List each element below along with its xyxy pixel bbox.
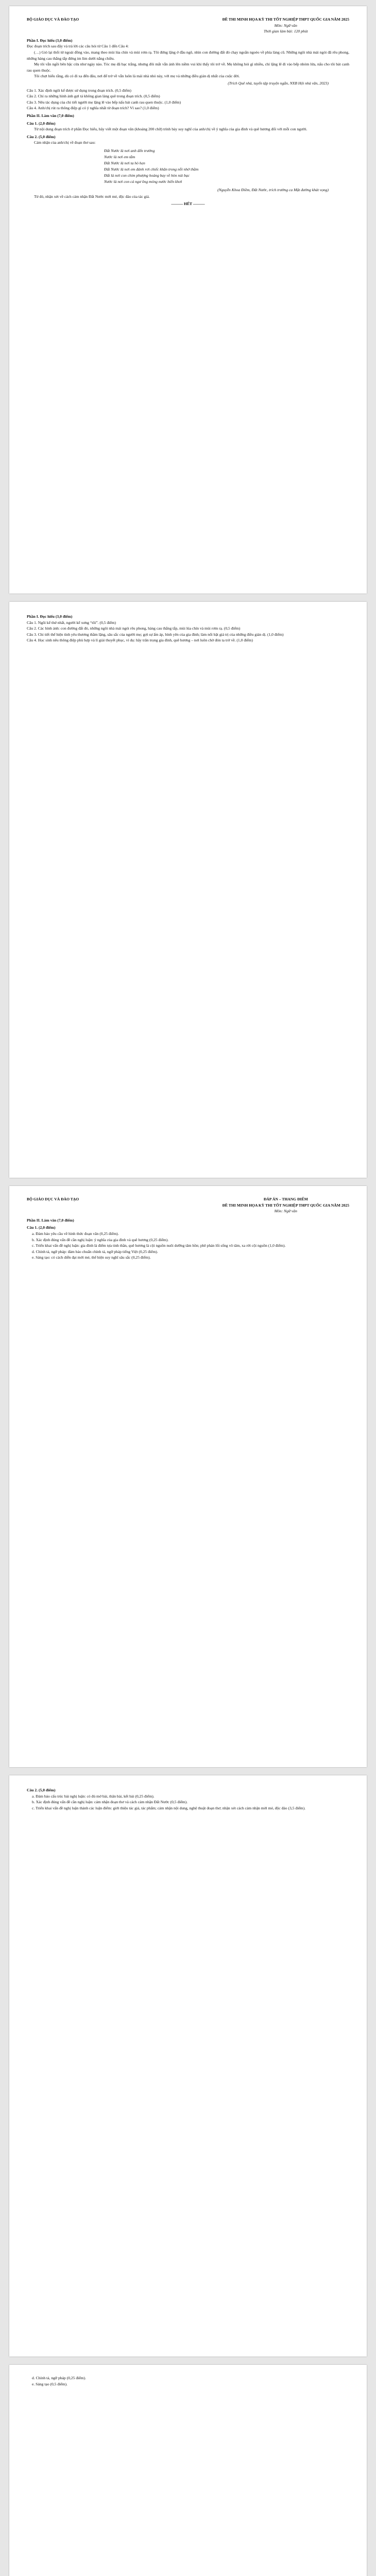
answer-exam-title: ĐỀ THI MINH HỌA KỲ THI TỐT NGHIỆP THPT QUỐC GIA NĂM 2025 [222,1202,349,1208]
exam-time: Thời gian làm bài: 120 phút [263,29,308,34]
question-item: Câu 4. Anh/chị rút ra thông điệp gì có ý nghĩa nhất từ đoạn trích? Vì sao? (1,0 điểm) [27,106,159,111]
header-right [223,16,349,35]
passage-paragraph: Tôi chợt hiểu rằng, dù có đi xa đến đâu, nơi để trở về vẫn luôn là mái nhà nhỏ này, với mẹ và những điều giản dị nhất của cuộc đời. [34,74,240,79]
document-page-3 [9,1186,367,1767]
exam-title: ĐỀ THI MINH HỌA KỲ THI TỐT NGHIỆP THPT QUỐC GIA NĂM 2025 [222,17,349,22]
document-page-4 [9,1775,367,2357]
passage-paragraph: (…) Gió lại thổi từ ngoài đồng vào, mang theo mùi lúa chín và mùi rơm rạ. Tôi đứng lặng ở đầu ngõ, nhìn con đường đất đỏ chạy ngoằn ngoèo về phía làng cũ. Những ngôi nhà mái ngói đã rêu phong, những hàng cau thẳng tắp đứng im lìm dưới nắng chiều. [27,49,349,61]
q1-title: Câu 1. (2,0 điểm) [27,121,56,126]
answer-q1-point: e. Sáng tạo: có cách diễn đạt mới mẻ, thể hiện suy nghĩ sâu sắc (0,25 điểm). [32,1255,151,1260]
poem-line: Đất Nước là nơi ta hò hẹn [104,160,145,165]
poem-line: Đất là nơi con chim phượng hoàng bay về hòn núi bạc [104,173,190,178]
part2-title: Phần II. Làm văn (7,0 điểm) [27,113,74,118]
exam-header [27,16,349,35]
poem-line: Nước là nơi con cá ngư ông móng nước biển khơi [104,179,182,184]
answer-q2-point: a. Đảm bảo cấu trúc bài nghị luận: có đủ mở bài, thân bài, kết bài (0,25 điểm). [32,1793,155,1799]
answer-q2-point: b. Xác định đúng vấn đề cần nghị luận: cảm nhận đoạn thơ và cách cảm nhận Đất Nước (0,5 điểm). [32,1800,188,1805]
poem-line: Nước là nơi em tắm [104,154,135,159]
answer-header [27,1196,349,1214]
part1-intro: Đọc đoạn trích sau đây và trả lời các câu hỏi từ Câu 1 đến Câu 4: [27,44,129,49]
answer-item: Câu 1. Ngôi kể thứ nhất, người kể xưng “tôi”. (0,5 điểm) [27,620,116,625]
passage-paragraph: Mẹ tôi vẫn ngồi bên bậc cửa như ngày nào. Tóc mẹ đã bạc trắng, nhưng đôi mắt vẫn ánh lên niềm vui khi thấy tôi trở về. Mẹ không hỏi gì nhiều, chỉ lặng lẽ đi vào bếp nhóm lửa, nấu cho tôi bát canh rau quen thuộc. [27,62,349,73]
part1-title: Phần I. Đọc hiểu (3,0 điểm) [27,38,73,43]
passage-source: (Trích Quê nhà, tuyển tập truyện ngắn, NXB Hội nhà văn, 2023) [228,80,329,86]
answer-ministry-name: BỘ GIÁO DỤC VÀ ĐÀO TẠO [27,1197,79,1201]
q1-text: Từ nội dung đoạn trích ở phần Đọc hiểu, hãy viết một đoạn văn (khoảng 200 chữ) trình bày suy nghĩ của anh/chị về ý nghĩa của gia đình và quê hương đối với mỗi con người. [34,127,307,132]
poem-line: Đất Nước là nơi anh đến trường [104,148,155,153]
exam-subject: Môn: Ngữ văn [274,23,297,28]
answer-header-left [27,1196,79,1202]
answer-title: ĐÁP ÁN – THANG ĐIỂM [263,1197,308,1201]
poem-block [104,148,349,185]
answer-q1-point: b. Xác định đúng vấn đề cần nghị luận: ý nghĩa của gia đình và quê hương (0,25 điểm). [32,1237,169,1242]
ministry-name: BỘ GIÁO DỤC VÀ ĐÀO TẠO [27,17,79,22]
question-item: Câu 3. Nêu tác dụng của chi tiết người mẹ lặng lẽ vào bếp nấu bát canh rau quen thuộc. (1,0 điểm) [27,99,181,105]
answer-q2-point: d. Chính tả, ngữ pháp (0,25 điểm). [32,2376,86,2380]
answer-q1-point: d. Chính tả, ngữ pháp: đảm bảo chuẩn chính tả, ngữ pháp tiếng Việt (0,25 điểm). [32,1249,158,1254]
answer-q2-point: e. Sáng tạo (0,5 điểm). [32,2381,67,2386]
header-left [27,16,79,23]
document-page-5 [9,2365,367,2576]
poem-line: Đất Nước là nơi em đánh rơi chiếc khăn trong nỗi nhớ thầm [104,166,199,172]
answer-q1-title: Câu 1. (2,0 điểm) [27,1225,56,1230]
answer-q1-point: c. Triển khai vấn đề nghị luận: gia đình là điểm tựa tinh thần, quê hương là cội nguồn nuôi dưỡng tâm hồn; phê phán lối sống vô tâm, xa rời cội nguồn (1,0 điểm). [32,1243,286,1248]
answer-subject: Môn: Ngữ văn [274,1209,297,1214]
answer-header-right [223,1196,349,1214]
exam-end: ——— HẾT ——— [171,201,205,207]
answer-q2-point: c. Triển khai vấn đề nghị luận thành các luận điểm: giới thiệu tác giả, tác phẩm; cảm nhận nội dung, nghệ thuật đoạn thơ; nhận xét cách cảm nhận mới mẻ, độc đáo (3,5 điểm). [32,1805,306,1810]
answer-item: Câu 2. Các hình ảnh: con đường đất đỏ, những ngôi nhà mái ngói rêu phong, hàng cau thẳng tắp, mùi lúa chín và mùi rơm rạ. (0,5 điểm) [27,626,241,631]
answer-q2-title: Câu 2. (5,0 điểm) [27,1788,56,1792]
document-page-2 [9,602,367,1178]
question-item: Câu 1. Xác định ngôi kể được sử dụng trong đoạn trích. (0,5 điểm) [27,88,131,93]
document-page-1 [9,6,367,594]
q2-title: Câu 2. (5,0 điểm) [27,134,56,139]
q2-task: Từ đó, nhận xét về cách cảm nhận Đất Nước mới mẻ, độc đáo của tác giả. [34,194,150,199]
q2-text: Cảm nhận của anh/chị về đoạn thơ sau: [34,140,96,145]
answer-part2-title: Phần II. Làm văn (7,0 điểm) [27,1217,74,1223]
question-item: Câu 2. Chỉ ra những hình ảnh gợi tả không gian làng quê trong đoạn trích. (0,5 điểm) [27,94,160,99]
answer-item: Câu 4. Học sinh nêu thông điệp phù hợp và lí giải thuyết phục, ví dụ: hãy trân trọng gia đình, quê hương – nơi luôn chờ đón ta trở về. (1,0 điểm) [27,638,253,643]
answer-q1-point: a. Đảm bảo yêu cầu về hình thức đoạn văn (0,25 điểm). [32,1231,119,1236]
answer-item: Câu 3. Chi tiết thể hiện tình yêu thương thầm lặng, sâu sắc của người mẹ; gợi sự ấm áp, bình yên của gia đình; làm nổi bật giá trị của những điều giản dị. (1,0 điểm) [27,632,284,637]
answer-part1-title: Phần I. Đọc hiểu (3,0 điểm) [27,614,73,619]
poem-source: (Nguyễn Khoa Điềm, Đất Nước, trích trường ca Mặt đường khát vọng) [217,187,329,192]
